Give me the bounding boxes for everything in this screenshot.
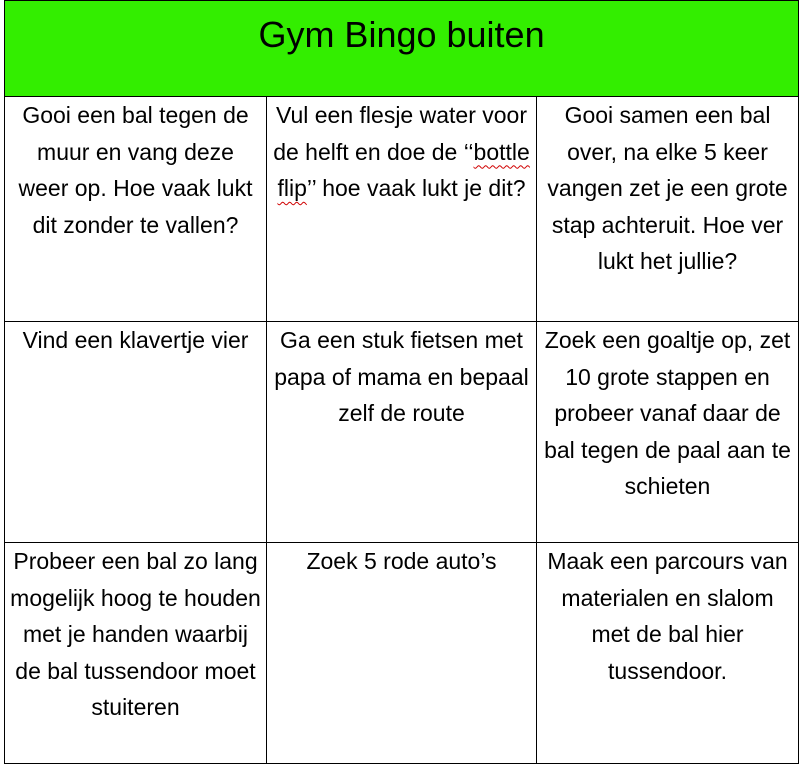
page-title: Gym Bingo buiten: [5, 1, 799, 97]
cell-text: Gooi samen een bal over, na elke 5 keer vangen zet je een grote stap achteruit. Hoe ver lukt het jullie?: [547, 102, 788, 274]
bingo-row: [5, 543, 799, 764]
bingo-row: [5, 322, 799, 543]
bingo-cell: [5, 543, 267, 764]
cell-text: Vind een klavertje vier: [22, 327, 249, 353]
bingo-cell: [5, 97, 267, 322]
cell-text-part: ’’ hoe vaak lukt je dit?: [306, 175, 526, 201]
cell-text: [271, 97, 532, 207]
bingo-cell: [537, 543, 799, 764]
bingo-cell: [537, 322, 799, 543]
spellcheck-flagged-word[interactable]: bottle flip: [277, 138, 530, 201]
bingo-cell: [537, 97, 799, 322]
cell-text: Gooi een bal tegen de muur en vang deze weer op. Hoe vaak lukt dit zonder te vallen?: [18, 102, 253, 238]
bingo-sheet: [4, 0, 798, 763]
bingo-cell: [267, 97, 537, 322]
bingo-cell: [267, 543, 537, 764]
bingo-cell: [5, 322, 267, 543]
title-row: [5, 1, 799, 97]
bingo-cell: [267, 322, 537, 543]
cell-text: Probeer een bal zo lang mogelijk hoog te houden met je handen waarbij de bal tussendoor moet stuiteren: [10, 548, 261, 720]
bingo-row: [5, 97, 799, 322]
cell-text: Zoek 5 rode auto’s: [306, 548, 497, 574]
cell-text: Zoek een goaltje op, zet 10 grote stappen en probeer vanaf daar de bal tegen de paal aan te schieten: [544, 327, 791, 499]
bingo-table: [4, 0, 799, 764]
cell-text: Maak een parcours van materialen en slalom met de bal hier tussendoor.: [547, 548, 788, 684]
cell-text-part: Vul een flesje water voor de helft en doe de ‘‘: [273, 102, 527, 165]
cell-text: Ga een stuk fietsen met papa of mama en bepaal zelf de route: [274, 327, 529, 426]
